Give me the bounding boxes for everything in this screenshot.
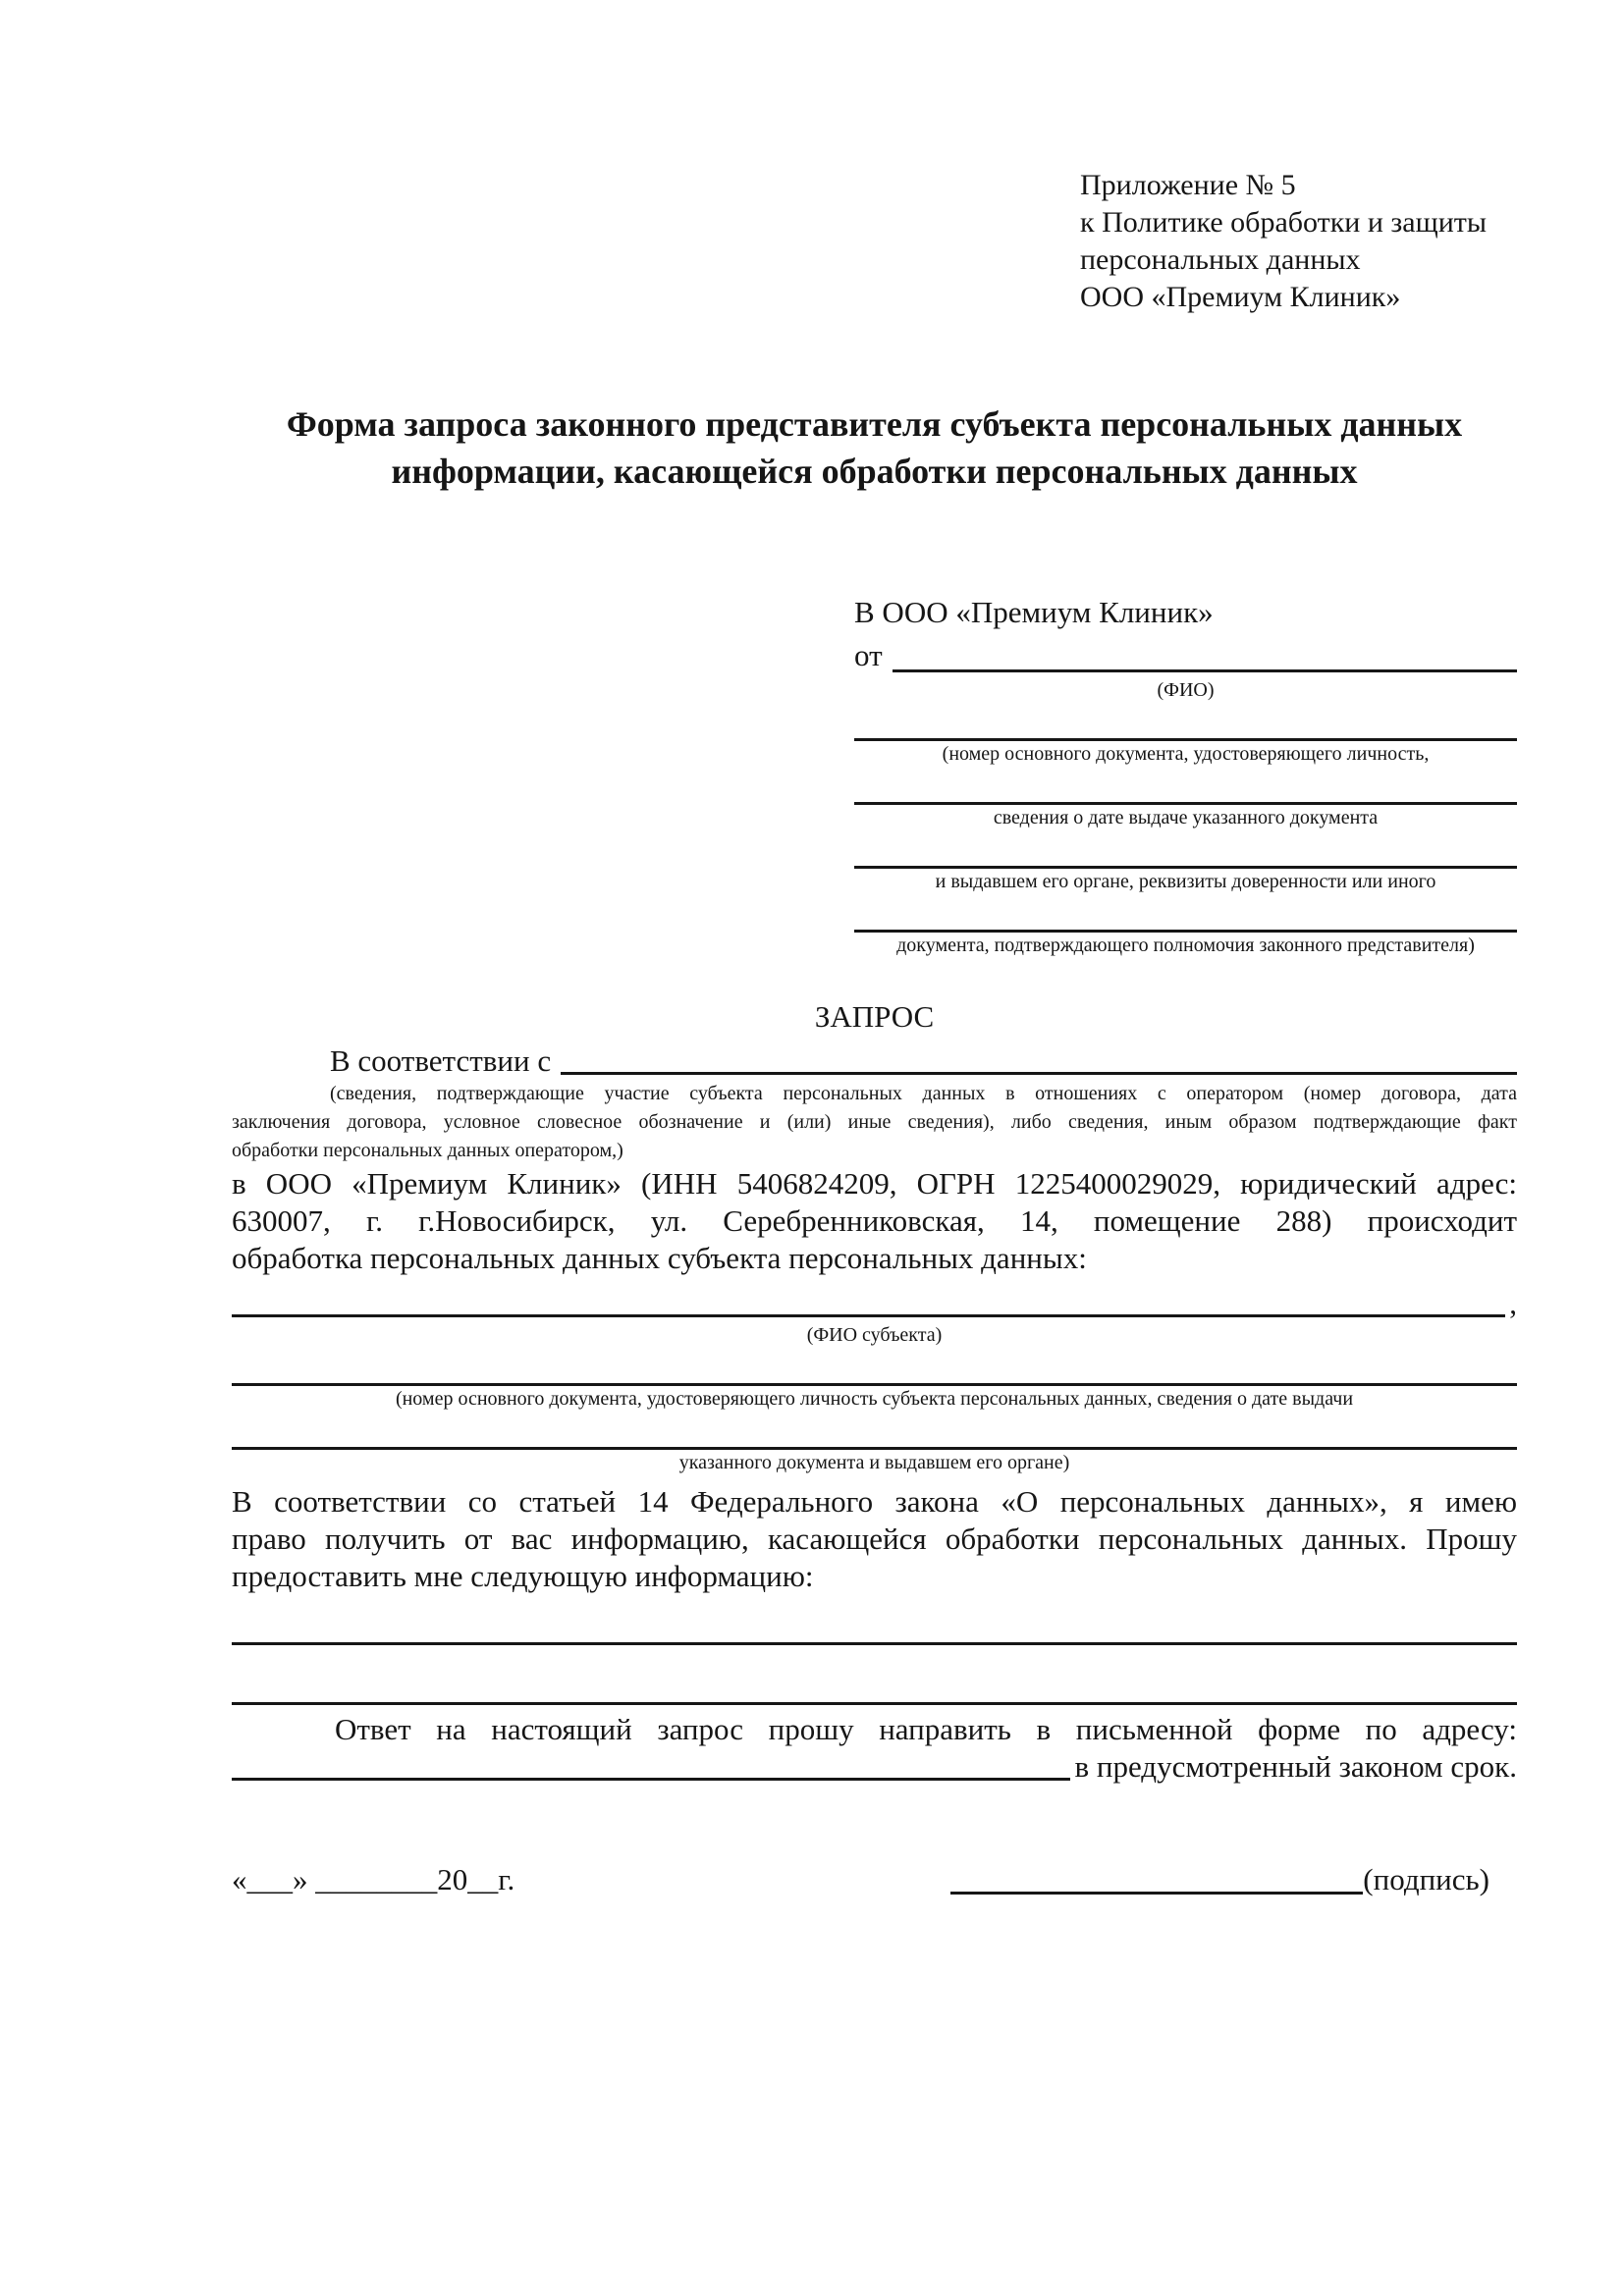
operator-paragraph-line: в ООО «Премиум Клиник» (ИНН 5406824209, ОГРН 1225400029029, юридический адрес: [232, 1166, 1517, 1201]
subject-fio-line [232, 1285, 1517, 1322]
appendix-note [1080, 167, 1517, 316]
blank-line [232, 1702, 1517, 1705]
fio-caption: (ФИО) [1157, 679, 1215, 701]
document-title [232, 400, 1517, 495]
operator-paragraph-line: 630007, г. г.Новосибирск, ул. Серебренниковская, 14, помещение 288) происходит [232, 1203, 1517, 1238]
law-paragraph-line: В соответствии со статьей 14 Федерального закона «О персональных данных», я имею [232, 1484, 1517, 1519]
appendix-line: персональных данных [1080, 243, 1361, 276]
operator-paragraph [232, 1165, 1517, 1277]
accordance-caption-line: (сведения, подтверждающие участие субъекта персональных данных в отношениях с оператором (номер договора, дата [330, 1083, 1517, 1104]
date-field: «___» ________20__г. [232, 1862, 515, 1896]
accordance-caption-line: обработки персональных данных оператором,) [232, 1140, 623, 1161]
answer-address-blank-line [232, 1748, 1070, 1781]
subject-doc-caption-bottom: указанного документа и выдавшем его органе) [678, 1452, 1070, 1473]
signature-field [950, 1860, 1489, 1899]
field-caption: и выдавшем его органе, реквизиты доверенности или иного [935, 871, 1436, 892]
title-line: Форма запроса законного представителя субъекта персональных данных [286, 404, 1463, 444]
answer-tail-label: в предусмотренный законом срок. [1074, 1749, 1517, 1784]
subject-fio-caption: (ФИО субъекта) [806, 1324, 943, 1346]
law-paragraph-line: предоставить мне следующую информацию: [232, 1559, 814, 1593]
appendix-line: Приложение № 5 [1080, 169, 1296, 201]
subject-fio-blank-line [232, 1285, 1505, 1317]
law-paragraph [232, 1483, 1517, 1595]
appendix-line: ООО «Премиум Клиник» [1080, 281, 1401, 313]
accordance-blank-line [561, 1042, 1517, 1075]
appendix-line: к Политике обработки и защиты [1080, 206, 1488, 239]
answer-address-line [232, 1748, 1517, 1786]
accordance-caption [232, 1080, 1517, 1165]
accordance-line [232, 1042, 1517, 1080]
subject-doc-caption-top: (номер основного документа, удостоверяющего личность субъекта персональных данных, сведения о дате выдачи [395, 1388, 1354, 1410]
addressee-block [854, 591, 1517, 958]
from-blank-line [893, 634, 1517, 672]
field-caption: сведения о дате выдаче указанного документа [993, 807, 1379, 828]
answer-first-line: Ответ на настоящий запрос прошу направить в письменной форме по адресу: [335, 1712, 1517, 1746]
blank-line [232, 1642, 1517, 1645]
subject-fio-comma: , [1509, 1286, 1517, 1320]
accordance-label: В соответствии с [330, 1043, 552, 1078]
signature-blank-line [950, 1860, 1363, 1895]
from-label: от [854, 638, 883, 672]
field-caption: (номер основного документа, удостоверяющего личность, [942, 743, 1430, 765]
accordance-caption-line: заключения договора, условное словесное обозначение и (или) иные сведения), либо сведения, иным образом подтверждающие факт [232, 1111, 1517, 1133]
request-heading: ЗАПРОС [814, 999, 935, 1034]
operator-paragraph-line: обработка персональных данных субъекта персональных данных: [232, 1241, 1087, 1275]
title-line: информации, касающейся обработки персональных данных [391, 452, 1358, 491]
signature-caption: (подпись) [1363, 1862, 1489, 1896]
law-paragraph-line: право получить от вас информацию, касающейся обработки персональных данных. Прошу [232, 1522, 1517, 1556]
addressee-organization: В ООО «Премиум Клиник» [854, 595, 1214, 629]
field-caption: документа, подтверждающего полномочия законного представителя) [896, 934, 1475, 956]
signature-row [232, 1860, 1517, 1899]
from-line [854, 634, 1517, 677]
